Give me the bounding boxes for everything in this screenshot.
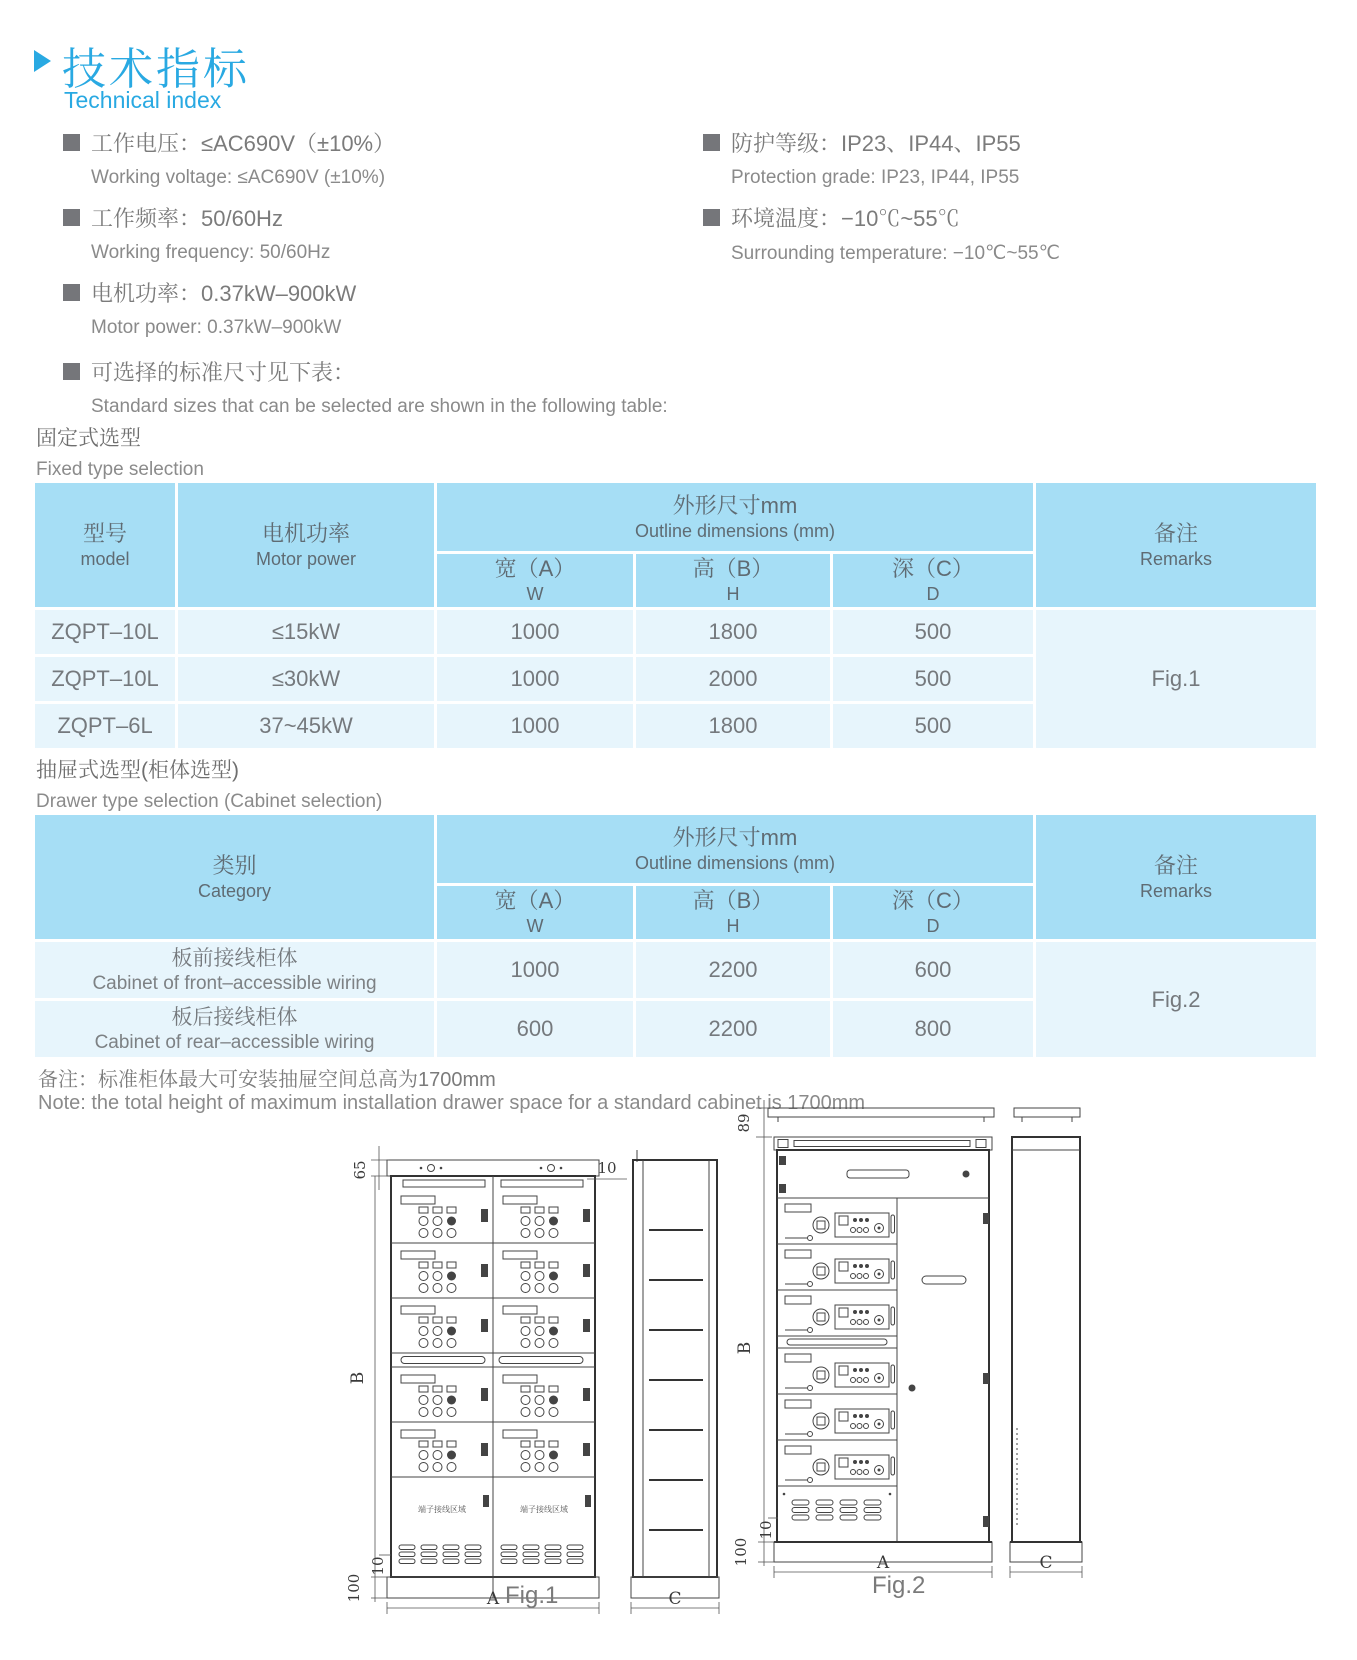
cell-depth: 500 <box>833 610 1033 654</box>
fig1-dim-height: B <box>348 1371 368 1385</box>
note-cn: 备注：标准柜体最大可安装抽屉空间总高为1700mm <box>38 1069 496 1091</box>
category-cn: 板后接线柜体 <box>171 1005 298 1029</box>
spec-item <box>63 127 693 157</box>
cell-depth: 600 <box>833 942 1033 998</box>
header-cn: 备注 <box>1153 852 1198 878</box>
fig2-dim-top: 89 <box>735 1113 753 1133</box>
cell-depth: 500 <box>833 657 1033 701</box>
spec-list-left <box>63 127 693 431</box>
spec-item <box>63 356 693 386</box>
cell-motor: 37~45kW <box>178 704 434 748</box>
fig2-dim-width: A <box>876 1553 890 1573</box>
header-en: Remarks <box>1139 548 1212 569</box>
spec-en-text: Motor power: 0.37kW–900kW <box>91 317 342 338</box>
section-label-en: Fixed type selection <box>36 459 204 480</box>
spec-en-text: Protection grade: IP23, IP44, IP55 <box>731 167 1020 188</box>
header-en: Motor power <box>255 548 357 569</box>
fig2-front-view <box>768 1108 994 1562</box>
page-title-cn: 技术指标 <box>62 45 250 94</box>
col-header-depth <box>833 886 1033 939</box>
col-header-outline-dimensions <box>437 483 1033 551</box>
cell-width: 1000 <box>437 610 633 654</box>
cell-category <box>35 1001 434 1057</box>
fig1-dim-base: 100 <box>345 1573 363 1603</box>
col-header-category <box>35 815 434 939</box>
cell-remark: Fig.1 <box>1036 610 1316 748</box>
header-cn: 高（B） <box>692 888 774 913</box>
section-label-cn: 固定式选型 <box>36 427 141 450</box>
spec-en-text: Standard sizes that can be selected are shown in the following table: <box>91 396 668 417</box>
col-header-remarks <box>1036 815 1316 939</box>
header-cn: 类别 <box>212 852 257 878</box>
square-bullet-icon <box>63 284 80 301</box>
cell-depth: 800 <box>833 1001 1033 1057</box>
col-header-depth <box>833 554 1033 607</box>
square-bullet-icon <box>703 209 720 226</box>
category-cn: 板前接线柜体 <box>171 946 298 970</box>
fixed-selection-label <box>36 422 204 481</box>
cell-remark: Fig.2 <box>1036 942 1316 1057</box>
fixed-selection-table <box>32 480 1319 751</box>
spec-cn-text: 可选择的标准尺寸见下表： <box>91 359 356 385</box>
spec-item <box>703 202 1333 232</box>
drawer-selection-table <box>32 812 1319 1060</box>
header-en: W <box>526 584 544 604</box>
spec-en-text: Surrounding temperature: −10℃~55℃ <box>731 243 1060 264</box>
fig1-terminal-label: 端子接线区域 <box>520 1505 568 1514</box>
square-bullet-icon <box>63 134 80 151</box>
header-en: D <box>926 916 940 936</box>
cell-motor: ≤15kW <box>178 610 434 654</box>
header-cn: 外形尺寸mm <box>672 824 798 850</box>
spec-en-text: Working frequency: 50/60Hz <box>91 242 331 263</box>
fig2-dim-height: B <box>735 1341 755 1355</box>
header-en: Category <box>197 880 272 901</box>
fig1-front-view <box>387 1160 599 1598</box>
col-header-width <box>437 886 633 939</box>
header-en: W <box>526 916 544 936</box>
col-header-width <box>437 554 633 607</box>
cell-height: 2200 <box>636 1001 830 1057</box>
col-header-motor-power <box>178 483 434 607</box>
spec-item <box>63 277 693 307</box>
col-header-remarks <box>1036 483 1316 607</box>
spec-item <box>703 127 1333 157</box>
col-header-height <box>636 554 830 607</box>
header-en: Outline dimensions (mm) <box>634 852 836 873</box>
fig2-drawing <box>722 1098 1087 1603</box>
fig1-dim-top: 65 <box>351 1160 369 1180</box>
header-en: Remarks <box>1139 880 1212 901</box>
header-en: model <box>80 548 130 569</box>
fig2-dim-depth: C <box>1039 1553 1053 1573</box>
cell-height: 1800 <box>636 704 830 748</box>
fig1-dim-depth: C <box>668 1589 682 1609</box>
square-bullet-icon <box>63 209 80 226</box>
fig1-dim-width: A <box>486 1589 500 1609</box>
header-en: Outline dimensions (mm) <box>634 520 836 541</box>
col-header-height <box>636 886 830 939</box>
fig2-caption: Fig.2 <box>872 1572 926 1599</box>
fig1-side-view <box>631 1150 719 1614</box>
cell-model: ZQPT–6L <box>35 704 175 748</box>
fig1-terminal-label: 端子接线区域 <box>418 1505 466 1514</box>
header-cn: 深（C） <box>892 556 974 581</box>
spec-cn-text: 环境温度：−10℃~55℃ <box>731 205 960 231</box>
header-cn: 宽（A） <box>494 556 576 581</box>
header-cn: 宽（A） <box>494 888 576 913</box>
cell-motor: ≤30kW <box>178 657 434 701</box>
fig1-drawing <box>335 1140 765 1615</box>
category-en: Cabinet of rear–accessible wiring <box>94 1031 375 1053</box>
spec-item <box>63 202 693 232</box>
fig1-caption: Fig.1 <box>505 1582 559 1609</box>
table-row <box>35 610 1316 654</box>
page-title-en: Technical index <box>64 87 222 113</box>
cell-width: 1000 <box>437 704 633 748</box>
col-header-model <box>35 483 175 607</box>
note-en: Note: the total height of maximum installation drawer space for a standard cabinet is 1700mm <box>38 1092 866 1114</box>
cell-width: 1000 <box>437 942 633 998</box>
header-cn: 电机功率 <box>261 520 350 546</box>
header-en: D <box>926 584 940 604</box>
spec-cn-text: 防护等级：IP23、IP44、IP55 <box>731 130 1021 156</box>
section-label-en: Drawer type selection (Cabinet selection) <box>36 791 383 812</box>
cell-category <box>35 942 434 998</box>
spec-cn-text: 工作电压：≤AC690V（±10%） <box>91 130 396 156</box>
section-label-cn: 抽屉式选型(柜体选型) <box>36 759 239 782</box>
cell-width: 600 <box>437 1001 633 1057</box>
header-en: H <box>726 916 740 936</box>
cell-width: 1000 <box>437 657 633 701</box>
drawer-selection-label <box>36 754 382 813</box>
cell-model: ZQPT–10L <box>35 610 175 654</box>
fig1-dim-base-inner: 10 <box>369 1556 387 1576</box>
section-arrow-icon <box>34 50 51 72</box>
cell-height: 2200 <box>636 942 830 998</box>
cell-depth: 500 <box>833 704 1033 748</box>
cell-height: 2000 <box>636 657 830 701</box>
col-header-outline-dimensions <box>437 815 1033 883</box>
table-row <box>35 942 1316 998</box>
spec-cn-text: 电机功率：0.37kW–900kW <box>91 280 357 306</box>
spec-cn-text: 工作频率：50/60Hz <box>91 205 283 231</box>
square-bullet-icon <box>63 363 80 380</box>
header-cn: 备注 <box>1153 520 1198 546</box>
fig1-dim-top-right: 10 <box>597 1159 617 1177</box>
cell-model: ZQPT–10L <box>35 657 175 701</box>
fig2-dim-base: 100 <box>732 1537 750 1567</box>
header-cn: 外形尺寸mm <box>672 492 798 518</box>
header-cn: 深（C） <box>892 888 974 913</box>
fig2-side-view <box>1010 1108 1082 1578</box>
fig2-dim-base-inner: 10 <box>757 1520 775 1540</box>
header-cn: 型号 <box>82 520 127 546</box>
cell-height: 1800 <box>636 610 830 654</box>
spec-list-right <box>703 127 1333 277</box>
header-cn: 高（B） <box>692 556 774 581</box>
square-bullet-icon <box>703 134 720 151</box>
spec-en-text: Working voltage: ≤AC690V (±10%) <box>91 167 386 188</box>
category-en: Cabinet of front–accessible wiring <box>92 972 377 994</box>
header-en: H <box>726 584 740 604</box>
